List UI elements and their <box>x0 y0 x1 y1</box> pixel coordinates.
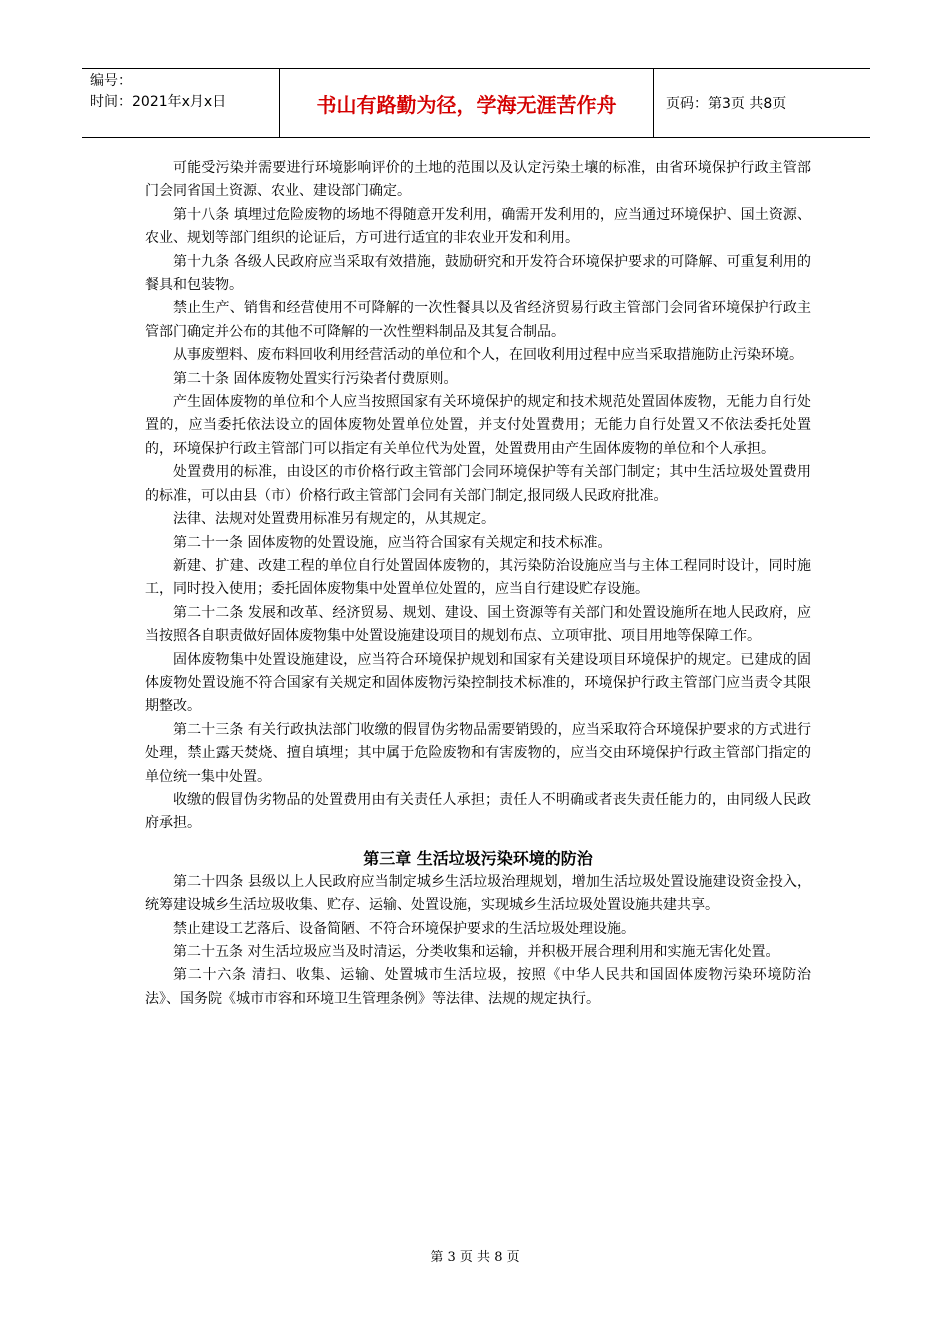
paragraph: 固体废物集中处置设施建设，应当符合环境保护规划和国家有关建设项目环境保护的规定。已建成的固体废物处置设施不符合国家有关规定和固体废物污染控制技术标准的，环境保护行政主管部门应当责令其限期整改。 <box>145 651 811 715</box>
paragraph: 可能受污染并需要进行环境影响评价的土地的范围以及认定污染土壤的标准，由省环境保护行政主管部门会同省国土资源、农业、建设部门确定。 <box>145 160 811 200</box>
paragraph: 第十九条 各级人民政府应当采取有效措施，鼓励研究和开发符合环境保护要求的可降解、可重复利用的餐具和包装物。 <box>145 253 811 294</box>
header-motto: 书山有路勤为径，学海无涯苦作舟 <box>280 69 654 137</box>
header-left-cell <box>82 69 280 137</box>
paragraph: 法律、法规对处置费用标准另有规定的，从其规定。 <box>173 511 495 528</box>
paragraph: 第二十三条 有关行政执法部门收缴的假冒伪劣物品需要销毁的，应当采取符合环境保护要求的方式进行处理，禁止露天焚烧、擅自填埋；其中属于危险废物和有害废物的，应当交由环境保护行政主管部门指定的单位统一集中处置。 <box>145 721 811 785</box>
paragraph: 第二十五条 对生活垃圾应当及时清运，分类收集和运输，并积极开展合理利用和实施无害化处置。 <box>173 944 780 960</box>
paragraph: 第十八条 填埋过危险废物的场地不得随意开发利用，确需开发利用的，应当通过环境保护、国土资源、农业、规划等部门组织的论证后，方可进行适宜的非农业开发和利用。 <box>145 206 811 247</box>
paragraph: 第二十一条 固体废物的处置设施，应当符合国家有关规定和技术标准。 <box>173 534 612 551</box>
paragraph: 处置费用的标准，由设区的市价格行政主管部门会同环境保护等有关部门制定；其中生活垃圾处置费用的标准，可以由县（市）价格行政主管部门会同有关部门制定,报同级人民政府批准。 <box>145 464 811 504</box>
paragraph: 新建、扩建、改建工程的单位自行处置固体废物的，其污染防治设施应当与主体工程同时设计，同时施工，同时投入使用；委托固体废物集中处置单位处置的，应当自行建设贮存设施。 <box>145 557 811 598</box>
paragraph: 收缴的假冒伪劣物品的处置费用由有关责任人承担；责任人不明确或者丧失责任能力的，由同级人民政府承担。 <box>145 791 811 832</box>
paragraph: 第二十四条 县级以上人民政府应当制定城乡生活垃圾治理规划，增加生活垃圾处置设施建设资金投入，统筹建设城乡生活垃圾收集、贮存、运输、处置设施，实现城乡生活垃圾处置设施共建共享。 <box>145 873 811 914</box>
document-body <box>145 157 811 1011</box>
paragraph: 禁止建设工艺落后、设备简陋、不符合环境保护要求的生活垃圾处理设施。 <box>173 920 635 937</box>
document-number-label: 编号： <box>90 73 132 89</box>
paragraph: 第二十条 固体废物处置实行污染者付费原则。 <box>173 370 458 387</box>
chapter-title: 第三章 生活垃圾污染环境的防治 <box>363 848 593 868</box>
page-header <box>82 68 870 138</box>
paragraph: 第二十六条 清扫、收集、运输、处置城市生活垃圾，按照《中华人民共和国固体废物污染环境防治法》、国务院《城市市容和环境卫生管理条例》等法律、法规的规定执行。 <box>145 967 811 1007</box>
paragraph: 第二十二条 发展和改革、经济贸易、规划、建设、国土资源等有关部门和处置设施所在地人民政府，应当按照各自职责做好固体废物集中处置设施建设项目的规划布点、立项审批、项目用地等保障工作。 <box>145 604 811 645</box>
paragraph: 从事废塑料、废布料回收利用经营活动的单位和个人，在回收利用过程中应当采取措施防止污染环境。 <box>173 347 803 364</box>
document-time-label: 时间：2021年x月x日 <box>90 94 227 110</box>
paragraph: 禁止生产、销售和经营使用不可降解的一次性餐具以及省经济贸易行政主管部门会同省环境保护行政主管部门确定并公布的其他不可降解的一次性塑料制品及其复合制品。 <box>145 300 811 340</box>
paragraph: 产生固体废物的单位和个人应当按照国家有关环境保护的规定和技术规范处置固体废物，无能力自行处置的，应当委托依法设立的固体废物处置单位处置，并支付处置费用；无能力自行处置又不依法委托处置的，环境保护行政主管部门可以指定有关单位代为处置，处置费用由产生固体废物的单位和个人承担。 <box>145 394 811 457</box>
page-footer: 第 3 页 共 8 页 <box>430 1250 520 1265</box>
header-page-info: 页码：第3页 共8页 <box>666 96 787 112</box>
